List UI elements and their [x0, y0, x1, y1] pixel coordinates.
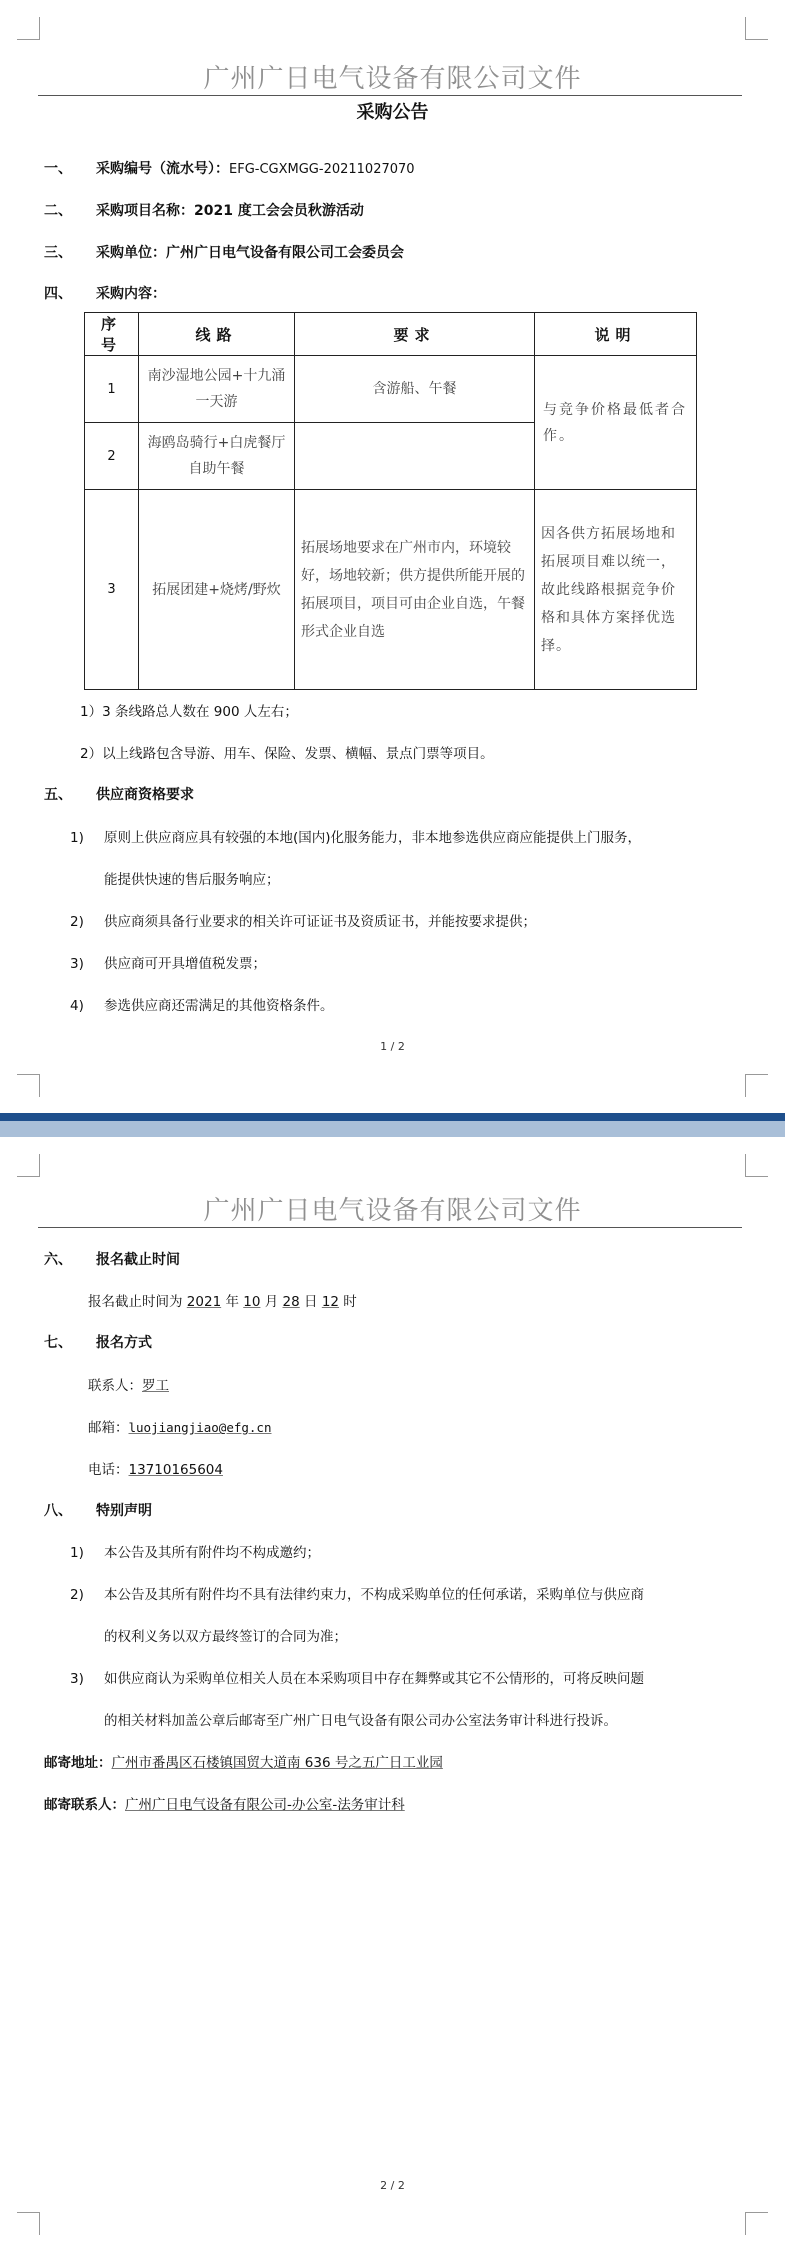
header-line	[38, 95, 742, 96]
crop-mark	[745, 1074, 768, 1097]
table-row	[85, 356, 697, 423]
section-8	[44, 1500, 152, 1520]
section-1	[44, 158, 415, 178]
deadline-text	[88, 1290, 357, 1310]
section-label: 采购编号（流水号）：	[96, 161, 229, 177]
crop-mark	[17, 1074, 40, 1097]
section-number: 七、	[44, 1335, 72, 1351]
list-item	[70, 1667, 644, 1687]
item-number: 3)	[70, 956, 84, 972]
table-header-row	[85, 313, 697, 356]
procurement-table	[84, 312, 697, 690]
header-line	[38, 1227, 742, 1228]
mail-contact-value: 广州广日电气设备有限公司-办公室-法务审计科	[125, 1797, 405, 1813]
section-number: 六、	[44, 1252, 72, 1268]
item-text: 供应商须具备行业要求的相关许可证证书及资质证书，并能按要求提供；	[104, 914, 536, 930]
section-3	[44, 242, 404, 262]
section-number: 八、	[44, 1503, 72, 1519]
page-number: 1 / 2	[380, 1040, 405, 1053]
phone-line	[88, 1458, 223, 1478]
section-label: 报名截止时间	[96, 1252, 180, 1268]
row-requirement	[295, 423, 535, 490]
item-continuation: 的相关材料加盖公章后邮寄至广州广日电气设备有限公司办公室法务审计科进行投诉。	[104, 1713, 617, 1729]
item-number: 3)	[70, 1671, 84, 1687]
mail-contact-label: 邮寄联系人：	[44, 1797, 125, 1813]
section-6	[44, 1249, 180, 1269]
phone-label: 电话：	[88, 1462, 129, 1478]
row-note: 因各供方拓展场地和拓展项目难以统一，故此线路根据竞争价格和具体方案择优选择。	[535, 490, 697, 690]
item-text: 本公告及其所有附件均不具有法律约束力，不构成采购单位的任何承诺，采购单位与供应商	[104, 1587, 644, 1603]
item-text: 原则上供应商应具有较强的本地(国内)化服务能力，非本地参选供应商应能提供上门服务，	[104, 830, 642, 846]
contact-line	[88, 1374, 169, 1394]
section-5	[44, 784, 194, 804]
deadline-sep: 时	[339, 1294, 357, 1310]
deadline-sep: 月	[260, 1294, 283, 1310]
deadline-sep: 日	[299, 1294, 322, 1310]
row-route: 海鸥岛骑行+白虎餐厅自助午餐	[139, 423, 295, 490]
row-seq: 1	[85, 356, 139, 423]
column-header: 要求	[295, 313, 535, 356]
deadline-year: 2021	[186, 1294, 222, 1310]
section-label: 采购项目名称：	[96, 203, 194, 219]
item-number: 1)	[70, 1545, 84, 1561]
row-requirement: 含游船、午餐	[295, 356, 535, 423]
list-item	[70, 1541, 320, 1561]
deadline-day: 28	[282, 1294, 300, 1310]
item-number: 2)	[70, 1587, 84, 1603]
deadline-prefix: 报名截止时间为	[88, 1294, 187, 1310]
section-label: 采购单位：	[96, 245, 166, 261]
crop-mark	[745, 2212, 768, 2235]
item-text: 参选供应商还需满足的其他资格条件。	[104, 998, 334, 1014]
document-title: 采购公告	[356, 102, 429, 123]
header-title: 广州广日电气设备有限公司文件	[203, 64, 582, 94]
email-link[interactable]: luojiangjiao@efg.cn	[128, 1420, 272, 1435]
item-continuation: 能提供快速的售后服务响应；	[104, 872, 280, 888]
procurement-number: EFG-CGXMGG-20211027070	[229, 162, 415, 177]
row-note: 与竞争价格最低者合作。	[535, 356, 697, 490]
item-number: 2)	[70, 914, 84, 930]
section-label: 报名方式	[96, 1335, 152, 1351]
section-number: 一、	[44, 161, 72, 177]
section-number: 二、	[44, 203, 72, 219]
page-1	[0, 0, 785, 1113]
section-2	[44, 200, 364, 220]
section-label: 供应商资格要求	[96, 787, 194, 803]
header-title: 广州广日电气设备有限公司文件	[203, 1196, 582, 1226]
item-number: 4)	[70, 998, 84, 1014]
email-line	[88, 1416, 272, 1436]
page-number: 2 / 2	[380, 2179, 405, 2192]
item-text: 供应商可开具增值税发票；	[104, 956, 266, 972]
row-route: 南沙湿地公园+十九涌一天游	[139, 356, 295, 423]
item-number: 1)	[70, 830, 84, 846]
crop-mark	[17, 17, 40, 40]
crop-mark	[17, 2212, 40, 2235]
list-item	[70, 910, 536, 930]
phone-number: 13710165604	[128, 1462, 223, 1478]
project-name: 2021 度工会会员秋游活动	[194, 203, 364, 219]
row-requirement: 拓展场地要求在广州市内，环境较好，场地较新；供方提供所能开展的拓展项目，项目可由企业自选，午餐形式企业自选	[295, 490, 535, 690]
deadline-hour: 12	[321, 1294, 339, 1310]
column-header: 序号	[85, 313, 139, 356]
list-item	[70, 994, 334, 1014]
mail-address-value: 广州市番禺区石楼镇国贸大道南 636 号之五广日工业园	[111, 1755, 443, 1771]
section-label: 采购内容：	[96, 286, 166, 302]
section-number: 四、	[44, 286, 72, 302]
crop-mark	[745, 1154, 768, 1177]
item-text: 如供应商认为采购单位相关人员在本采购项目中存在舞弊或其它不公情形的，可将反映问题	[104, 1671, 644, 1687]
list-item	[70, 826, 641, 846]
contact-name: 罗工	[142, 1378, 169, 1394]
column-header: 线路	[139, 313, 295, 356]
item-text: 本公告及其所有附件均不构成邀约；	[104, 1545, 320, 1561]
deadline-sep: 年	[221, 1294, 244, 1310]
list-item	[70, 952, 266, 972]
section-4	[44, 283, 166, 303]
page-2	[0, 1137, 785, 2257]
item-continuation: 的权利义务以双方最终签订的合同为准；	[104, 1629, 347, 1645]
mail-address-label: 邮寄地址：	[44, 1755, 112, 1771]
crop-mark	[745, 17, 768, 40]
section-label: 特别声明	[96, 1503, 152, 1519]
row-route: 拓展团建+烧烤/野炊	[139, 490, 295, 690]
crop-mark	[17, 1154, 40, 1177]
contact-label: 联系人：	[88, 1378, 142, 1394]
mail-contact	[44, 1793, 405, 1813]
table-row	[85, 490, 697, 690]
page-separator	[0, 1113, 785, 1137]
table-note: 2）以上线路包含导游、用车、保险、发票、横幅、景点门票等项目。	[80, 746, 494, 762]
row-seq: 2	[85, 423, 139, 490]
column-header: 说明	[535, 313, 697, 356]
row-seq: 3	[85, 490, 139, 690]
table-note: 1）3 条线路总人数在 900 人左右；	[80, 704, 298, 720]
list-item	[70, 1583, 644, 1603]
mail-address	[44, 1751, 443, 1771]
section-number: 三、	[44, 245, 72, 261]
section-7	[44, 1332, 152, 1352]
email-label: 邮箱：	[88, 1420, 129, 1436]
section-number: 五、	[44, 787, 72, 803]
deadline-month: 10	[243, 1294, 261, 1310]
procuring-unit: 广州广日电气设备有限公司工会委员会	[166, 245, 404, 261]
